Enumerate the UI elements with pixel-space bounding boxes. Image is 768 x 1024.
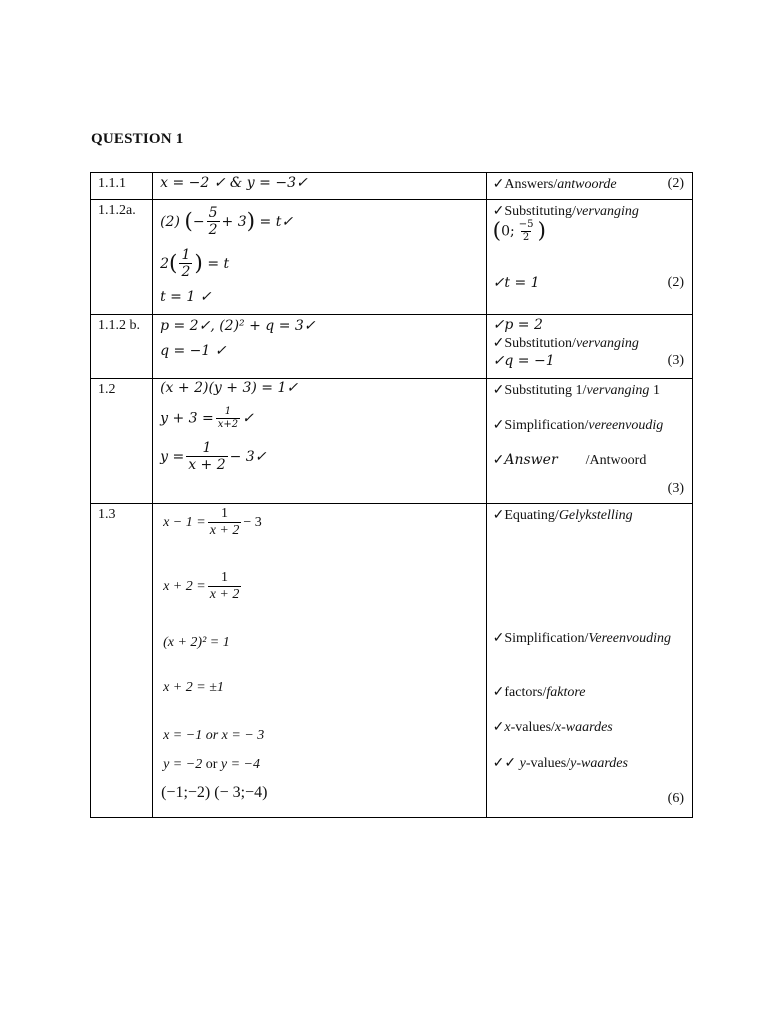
working-line: x − 1 = $\frac{1}{x + 2}$ − 3 [163, 506, 262, 538]
memo-table [90, 172, 693, 818]
working-line: (2) (− $\frac{5}{2}$ + 3) = t✓ [160, 205, 294, 238]
mark-item: ✓Substituting/vervanging [492, 204, 639, 219]
working-cell [153, 504, 487, 818]
page-title: QUESTION 1 [91, 131, 184, 147]
working-cell [153, 200, 487, 315]
mark-item: ✓x-values/x-waardes [492, 720, 613, 735]
mark-item: ✓Simplification/vereenvoudig [492, 418, 664, 433]
mark-item: ✓Answer /Antwoord [492, 452, 647, 468]
mark-total: (2) [667, 275, 684, 290]
working-line: (x + 2)(y + 3) = 1✓ [160, 380, 299, 396]
table-row [91, 379, 693, 504]
mark-item: ✓p = 2 [492, 317, 543, 333]
mark-item: ✓Substituting 1/vervanging 1 [492, 383, 660, 398]
question-number-cell [91, 200, 153, 315]
mark-total: (3) [667, 353, 684, 368]
marks-cell [486, 379, 692, 504]
table-row [91, 504, 693, 818]
working-line: x = −1 or x = − 3 [163, 728, 265, 743]
working-line: t = 1 ✓ [160, 289, 212, 305]
mark-total: (2) [667, 176, 684, 191]
marks-cell [486, 315, 692, 379]
working-line: y + 3 = $\frac{1}{x+2}$ ✓ [160, 406, 254, 430]
working-line: p = 2✓, (2)² + q = 3✓ [160, 318, 316, 334]
working-line: (x + 2)² = 1 [163, 635, 230, 650]
working-cell [153, 379, 487, 504]
question-number-cell [91, 315, 153, 379]
question-number-cell [91, 173, 153, 200]
mark-item: ✓✓ y-values/y-waardes [492, 756, 628, 771]
mark-item: (0; $\frac{-5}{2}$ ) [492, 218, 546, 244]
question-number: 1.1.1 [98, 176, 126, 191]
working-cell [153, 315, 487, 379]
table-row [91, 315, 693, 379]
mark-item: ✓t = 1 [492, 275, 540, 291]
working-line: 2( $\frac{1}{2}$ ) = t [160, 247, 230, 280]
mark-item: ✓Simplification/Vereenvouding [492, 631, 672, 646]
question-number: 1.1.2 b. [98, 318, 140, 333]
question-number-cell [91, 379, 153, 504]
mark-item: ✓factors/faktore [492, 685, 586, 700]
mark-item: ✓Answers/antwoorde [492, 177, 617, 192]
mark-item: ✓Equating/Gelykstelling [492, 508, 633, 523]
working-line: y = −2 or y = −4 [163, 757, 260, 772]
working-line: q = −1 ✓ [160, 343, 227, 359]
question-number-cell [91, 504, 153, 818]
question-number: 1.1.2a. [98, 203, 136, 218]
question-number: 1.2 [98, 382, 116, 397]
mark-item: ✓q = −1 [492, 353, 555, 369]
working-line: x + 2 = $\frac{1}{x + 2}$ [163, 570, 240, 602]
working-cell [153, 173, 487, 200]
table-row [91, 173, 693, 200]
working-line: x + 2 = ±1 [163, 680, 224, 695]
marks-cell [486, 173, 692, 200]
working-line: x = −2 ✓ & y = −3✓ [160, 175, 308, 191]
mark-total: (6) [667, 791, 684, 806]
table-row [91, 200, 693, 315]
mark-total: (3) [667, 481, 684, 496]
working-line: y = $\frac{1}{x + 2}$ − 3✓ [160, 440, 267, 473]
mark-item: ✓Substitution/vervanging [492, 336, 639, 351]
marks-cell [486, 200, 692, 315]
question-number: 1.3 [98, 507, 116, 522]
working-line: (−1;−2) (− 3;−4) [161, 784, 268, 801]
marks-cell [486, 504, 692, 818]
